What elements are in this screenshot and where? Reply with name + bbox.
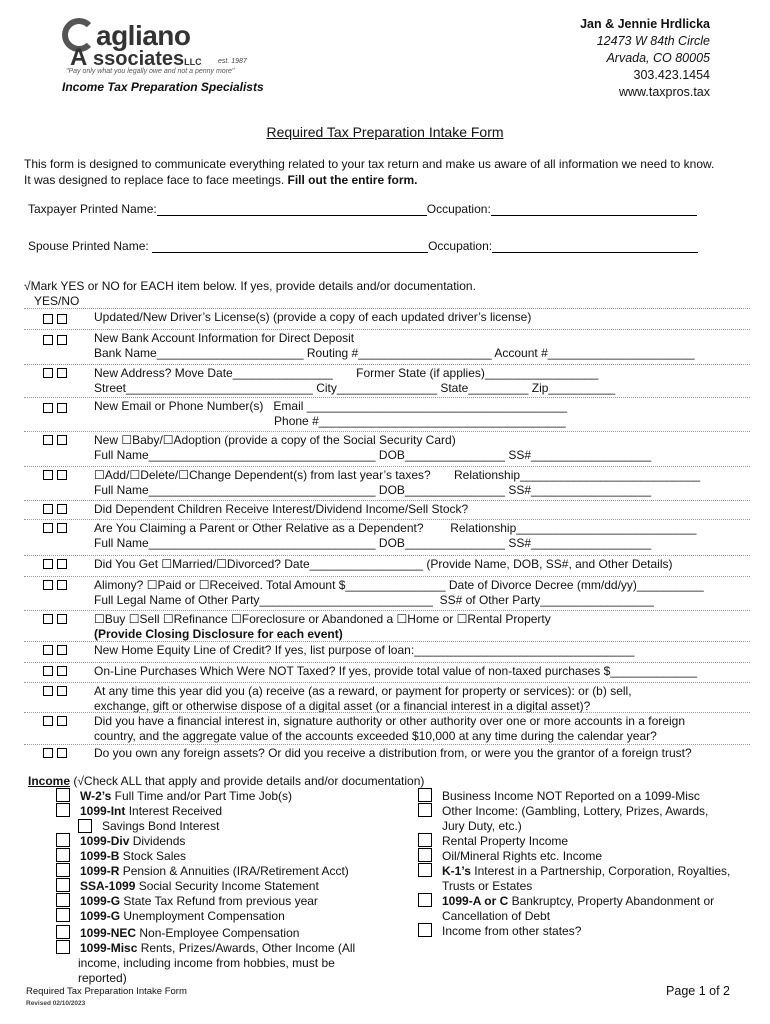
- logo-a-letter: A: [70, 44, 88, 71]
- question-text: ☐Buy ☐Sell ☐Refinance ☐Foreclosure or Abandoned a ☐Home or ☐Rental Property: [94, 612, 551, 626]
- income-item-left: 1099-Int Interest Received: [80, 804, 223, 818]
- company-subtitle: Income Tax Preparation Specialists: [62, 80, 264, 94]
- no-checkbox[interactable]: [57, 748, 67, 758]
- income-item-left: 1099-NEC Non-Employee Compensation: [80, 926, 300, 940]
- income-item-left: 1099-R Pension & Annuities (IRA/Retirement Acct): [80, 864, 349, 878]
- income-checkbox-right[interactable]: [418, 803, 432, 817]
- question-text: Are You Claiming a Parent or Other Relative as a Dependent? Relationship___________________________ Full Name__________________________________ DOB_______________ SS#__________________: [94, 521, 697, 550]
- spouse-name-field[interactable]: [28, 239, 698, 253]
- yes-no-instructions: √Mark YES or NO for EACH item below. If yes, provide details and/or documentation.: [24, 279, 476, 293]
- question-row: [24, 308, 750, 309]
- yes-checkbox[interactable]: [43, 559, 53, 569]
- no-checkbox[interactable]: [57, 580, 67, 590]
- question-text: New ☐Baby/☐Adoption (provide a copy of the Social Security Card) Full Name__________________________________ DOB_______________ SS#__________________: [94, 433, 652, 462]
- yes-checkbox[interactable]: [43, 666, 53, 676]
- yes-checkbox[interactable]: [43, 748, 53, 758]
- income-checkbox-left[interactable]: [56, 833, 70, 847]
- no-checkbox[interactable]: [57, 523, 67, 533]
- taxpayer-name-line[interactable]: [157, 203, 427, 216]
- footer-revised: Revised 02/10/2023: [26, 1000, 86, 1007]
- contact-block: [580, 16, 710, 101]
- question-row: [24, 744, 750, 745]
- income-item-right: Income from other states?: [442, 924, 582, 938]
- intro-line1: This form is designed to communicate everything related to your tax return and make us aware of all information we need to know.: [24, 157, 715, 171]
- income-item-left: SSA-1099 Social Security Income Statement: [80, 879, 319, 893]
- income-savings-bond: Savings Bond Interest: [102, 819, 220, 833]
- closing-disclosure-note: (Provide Closing Disclosure for each event): [94, 627, 343, 641]
- income-checkbox-right[interactable]: [418, 848, 432, 862]
- yes-checkbox[interactable]: [43, 435, 53, 445]
- income-misc-continued: reported): [78, 971, 127, 985]
- yes-checkbox[interactable]: [43, 645, 53, 655]
- income-checkbox-left[interactable]: [56, 925, 70, 939]
- footer-form-name: Required Tax Preparation Intake Form: [26, 986, 187, 997]
- yes-checkbox[interactable]: [43, 580, 53, 590]
- income-item-right: Business Income NOT Reported on a 1099-Misc: [442, 789, 700, 803]
- no-checkbox[interactable]: [57, 716, 67, 726]
- logo-tagline: "Pay only what you legally owe and not a penny more": [66, 68, 235, 75]
- yes-checkbox[interactable]: [43, 335, 53, 345]
- contact-name: Jan & Jennie Hrdlicka: [580, 17, 710, 31]
- logo-llc: LLC: [184, 57, 202, 67]
- no-checkbox[interactable]: [57, 614, 67, 624]
- income-checkbox-left[interactable]: [56, 863, 70, 877]
- no-checkbox[interactable]: [57, 645, 67, 655]
- income-item-left: 1099-B Stock Sales: [80, 849, 187, 863]
- income-checkbox-right[interactable]: [418, 863, 432, 877]
- question-row: [24, 641, 750, 642]
- no-checkbox[interactable]: [57, 470, 67, 480]
- question-text: Did you have a financial interest in, signature authority or other authority over one or more accounts in a foreign country, and the aggregate value of the accounts exceeded $10,000 at any time during the calendar year?: [94, 714, 685, 743]
- question-row: [24, 576, 750, 577]
- income-item-right: Oil/Mineral Rights etc. Income: [442, 849, 603, 863]
- question-text: Updated/New Driver’s License(s) (provide a copy of each updated driver’s license): [94, 310, 532, 324]
- contact-address2: Arvada, CO 80005: [606, 51, 710, 65]
- taxpayer-name-field[interactable]: [28, 202, 697, 216]
- question-text: New Bank Account Information for Direct Deposit Bank Name______________________ Routing #____________________ Account #______________________: [94, 331, 695, 360]
- question-text: Did Dependent Children Receive Interest/Dividend Income/Sell Stock?: [94, 502, 469, 516]
- income-checkbox-right[interactable]: [418, 833, 432, 847]
- question-text: At any time this year did you (a) receive (as a reward, or payment for property or services): or (b) sell, exchange, gift or otherwise dispose of a digital asset (or a financial interest in a digital asset)?: [94, 684, 632, 713]
- spouse-occupation-label: Occupation:: [428, 239, 493, 253]
- income-trusts: Trusts or Estates: [442, 879, 533, 893]
- intro-line2: It was designed to replace face to face meetings. Fill out the entire form.: [24, 173, 418, 187]
- income-item-right: Rental Property Income: [442, 834, 569, 848]
- question-text: New Home Equity Line of Credit? If yes, list purpose of loan:_________________________________: [94, 643, 635, 657]
- no-checkbox[interactable]: [57, 666, 67, 676]
- spouse-name-label: Spouse Printed Name:: [28, 239, 153, 253]
- question-row: [24, 500, 750, 501]
- income-item-right: 1099-A or C Bankruptcy, Property Abandonment or: [442, 894, 715, 908]
- no-checkbox[interactable]: [57, 559, 67, 569]
- spouse-name-line[interactable]: [152, 240, 428, 253]
- income-checkbox-left[interactable]: [56, 878, 70, 892]
- logo-line1: agliano: [96, 20, 191, 51]
- income-item-right: K-1’s Interest in a Partnership, Corporation, Royalties,: [442, 864, 731, 878]
- yes-checkbox[interactable]: [43, 614, 53, 624]
- income-header: Income (√Check ALL that apply and provide details and/or documentation): [28, 774, 425, 788]
- income-item-left: 1099-Misc Rents, Prizes/Awards, Other Income (All: [80, 941, 356, 955]
- yes-checkbox[interactable]: [43, 716, 53, 726]
- question-text: New Email or Phone Number(s) Email _______________________________________ Phone #_____________________________________: [94, 399, 568, 428]
- yes-checkbox[interactable]: [43, 504, 53, 514]
- question-row: [24, 662, 750, 663]
- question-text: Do you own any foreign assets? Or did you receive a distribution from, or were you the grantor of a foreign trust?: [94, 746, 692, 760]
- income-checkbox-left[interactable]: [56, 788, 70, 802]
- no-checkbox[interactable]: [57, 368, 67, 378]
- income-misc-continued: income, including income from hobbies, must be: [78, 956, 335, 970]
- income-item-right: Other Income: (Gambling, Lottery, Prizes, Awards,: [442, 804, 709, 818]
- no-checkbox[interactable]: [57, 335, 67, 345]
- no-checkbox[interactable]: [57, 686, 67, 696]
- question-text: New Address? Move Date_______________ Former State (if applies)_________________ Street____________________________ City_______________ State_________ Zip__________: [94, 366, 616, 395]
- income-checkbox-left[interactable]: [56, 940, 70, 954]
- question-row: [24, 364, 750, 365]
- question-row: [24, 466, 750, 467]
- income-item-left: 1099-G State Tax Refund from previous year: [80, 894, 318, 908]
- question-row: [24, 712, 750, 713]
- contact-phone: 303.423.1454: [633, 68, 710, 82]
- taxpayer-name-label: Taxpayer Printed Name:: [28, 202, 157, 216]
- question-text: Did You Get ☐Married/☐Divorced? Date_________________ (Provide Name, DOB, SS#, and Other Details): [94, 557, 673, 571]
- question-row: [24, 519, 750, 520]
- question-text: Alimony? ☐Paid or ☐Received. Total Amount $_______________ Date of Divorce Decree (mm/dd/yy)__________ Full Legal Name of Other Party__________________________ SS# of Other Party_________________: [94, 578, 704, 607]
- income-checkbox-left[interactable]: [56, 848, 70, 862]
- question-row: [24, 431, 750, 432]
- income-item-left: 1099-Div Dividends: [80, 834, 186, 848]
- question-row: [24, 397, 750, 398]
- yes-checkbox[interactable]: [43, 686, 53, 696]
- question-text: On-Line Purchases Which Were NOT Taxed? If yes, provide total value of non-taxed purchases $_____________: [94, 664, 698, 678]
- income-checkbox-left[interactable]: [56, 908, 70, 922]
- yes-checkbox[interactable]: [43, 368, 53, 378]
- taxpayer-occupation-line[interactable]: [491, 203, 697, 216]
- no-checkbox[interactable]: [57, 403, 67, 413]
- income-checkbox-right[interactable]: [418, 893, 432, 907]
- yes-no-header: YES/NO: [34, 294, 80, 308]
- yes-checkbox[interactable]: [43, 470, 53, 480]
- question-row: [24, 329, 750, 330]
- yes-checkbox[interactable]: [43, 523, 53, 533]
- question-row: [24, 682, 750, 683]
- savings-bond-checkbox[interactable]: [78, 819, 92, 833]
- intro-text: [24, 156, 754, 188]
- income-checkbox-right[interactable]: [418, 788, 432, 802]
- no-checkbox[interactable]: [57, 314, 67, 324]
- contact-address1: 12473 W 84th Circle: [596, 34, 710, 48]
- page-number: Page 1 of 2: [666, 984, 730, 998]
- income-checkbox-left[interactable]: [56, 893, 70, 907]
- income-item-left: 1099-G Unemployment Compensation: [80, 909, 285, 923]
- income-checkbox-left[interactable]: [56, 803, 70, 817]
- income-item-left: W-2’s Full Time and/or Part Time Job(s): [80, 789, 293, 803]
- question-text: ☐Add/☐Delete/☐Change Dependent(s) from last year’s taxes? Relationship___________________________ Full Name__________________________________ DOB_______________ SS#__________________: [94, 468, 701, 497]
- logo-est: est. 1987: [218, 58, 247, 65]
- no-checkbox[interactable]: [57, 435, 67, 445]
- income-jury-duty: Jury Duty, etc.): [442, 819, 522, 833]
- logo-line2: ssociatesLLC: [93, 48, 202, 70]
- no-checkbox[interactable]: [57, 504, 67, 514]
- spouse-occupation-line[interactable]: [492, 240, 698, 253]
- yes-checkbox[interactable]: [43, 314, 53, 324]
- page-title: Required Tax Preparation Intake Form: [266, 124, 504, 140]
- question-row: [24, 610, 750, 611]
- taxpayer-occupation-label: Occupation:: [426, 202, 491, 216]
- yes-checkbox[interactable]: [43, 403, 53, 413]
- question-row: [24, 555, 750, 556]
- income-cancel-debt: Cancellation of Debt: [442, 909, 551, 923]
- contact-website[interactable]: www.taxpros.tax: [618, 85, 710, 99]
- income-checkbox-right[interactable]: [418, 923, 432, 937]
